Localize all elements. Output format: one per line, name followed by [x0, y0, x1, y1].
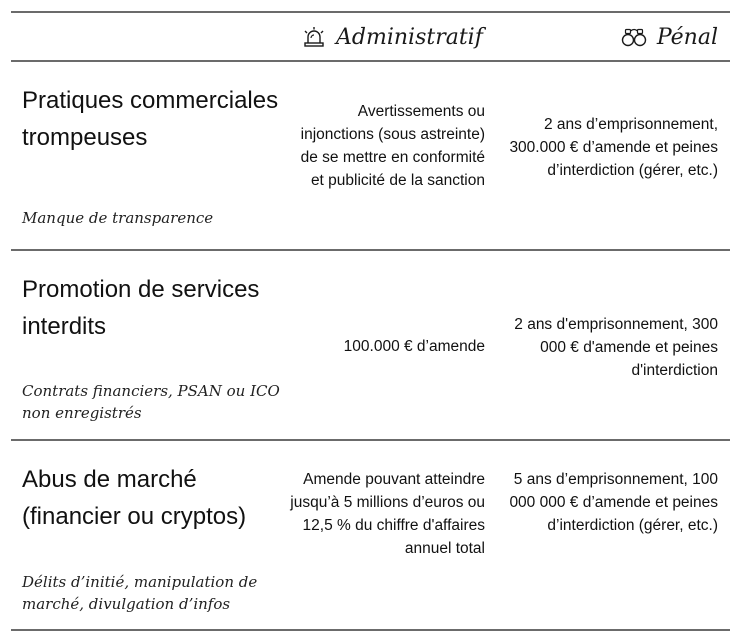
column-header-penal: [621, 22, 718, 52]
table-row: [0, 251, 745, 439]
column-header-penal-label: Pénal: [656, 24, 718, 50]
cell-penal: 2 ans d'emprisonnement, 300 000 € d'amende et peines d'interdiction: [514, 316, 718, 379]
row-title: Pratiques commerciales trompeuses: [22, 87, 279, 151]
table-top-border: [11, 11, 730, 13]
table-row: [0, 62, 745, 249]
row-title: Abus de marché (financier ou cryptos): [22, 466, 247, 530]
cell-penal: 2 ans d’emprisonnement, 300.000 € d’amende et peines d’interdiction (gérer, etc.): [509, 116, 718, 179]
column-header-administratif-label: Administratif: [336, 24, 483, 50]
cell-penal: 5 ans d’emprisonnement, 100 000 000 € d’amende et peines d’interdiction (gérer, etc.): [509, 471, 718, 534]
handcuffs-icon: [621, 26, 647, 48]
cell-administratif: Amende pouvant atteindre jusqu’à 5 millions d’euros ou 12,5 % du chiffre d'affaires annuel total: [290, 471, 485, 557]
table-row: [0, 441, 745, 629]
row-subtitle: Manque de transparence: [22, 209, 214, 227]
cell-administratif: 100.000 € d’amende: [343, 338, 485, 355]
row-subtitle: Délits d’initié, manipulation de marché, divulgation d’infos: [22, 573, 258, 613]
row-title: Promotion de services interdits: [22, 276, 260, 340]
table-bottom-border: [11, 629, 730, 631]
row-subtitle: Contrats financiers, PSAN ou ICO non enregistrés: [22, 382, 280, 422]
siren-icon: [302, 26, 326, 48]
cell-administratif: Avertissements ou injonctions (sous astreinte) de se mettre en conformité et publicité de la sanction: [300, 103, 485, 189]
column-header-administratif: [302, 22, 483, 52]
